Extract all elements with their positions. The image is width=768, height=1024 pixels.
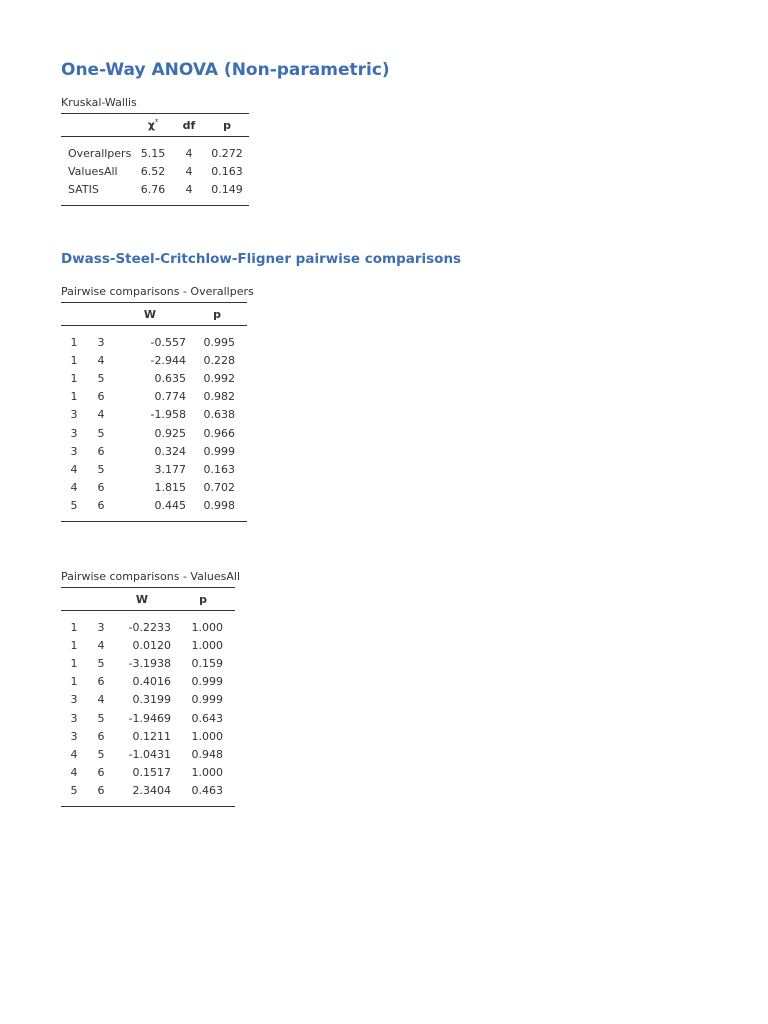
group-b-cell: 3 <box>97 335 105 349</box>
group-b-cell: 6 <box>87 497 113 522</box>
group-b-cell: 5 <box>97 711 105 725</box>
kruskal-wallis-table <box>61 113 249 206</box>
group-a-cell: 1 <box>70 620 78 634</box>
variable-name-cell: Overallpers <box>68 146 132 160</box>
group-b-cell: 6 <box>97 729 105 743</box>
group-b-cell: 5 <box>97 462 105 476</box>
table-row <box>61 636 235 654</box>
group-a-cell: 1 <box>70 353 78 367</box>
group-b-cell: 4 <box>97 693 105 707</box>
w-statistic-cell: 0.0120 <box>132 638 171 652</box>
table-row <box>61 654 235 672</box>
group-b-cell: 4 <box>97 638 105 652</box>
group-b-cell: 6 <box>97 481 105 495</box>
table-row <box>61 388 247 406</box>
chi-squared-cell: 5.15 <box>140 146 166 160</box>
pairwise-valuesall-table <box>61 587 235 807</box>
w-statistic-cell: 0.925 <box>154 426 186 440</box>
group-a-cell: 3 <box>70 693 78 707</box>
group-a-cell: 1 <box>70 390 78 404</box>
kruskal-wallis-block <box>61 96 249 206</box>
table-header-row <box>61 588 235 611</box>
header-df: df <box>173 114 205 137</box>
group-a-cell: 3 <box>70 729 78 743</box>
pairwise-overallpers-table <box>61 302 247 522</box>
w-statistic-cell: 0.3199 <box>132 693 171 707</box>
chi-squared-cell: 6.52 <box>140 164 166 178</box>
p-value-cell: 0.228 <box>203 353 235 367</box>
table-row <box>61 424 247 442</box>
kruskal-wallis-body <box>61 137 249 206</box>
header-w: W <box>113 588 171 611</box>
pairwise-section-title: Dwass-Steel-Critchlow-Fligner pairwise comparisons <box>61 251 462 267</box>
group-a-cell: 1 <box>70 335 78 349</box>
w-statistic-cell: 0.324 <box>154 444 186 458</box>
p-value-cell: 0.995 <box>203 335 235 349</box>
pairwise-valuesall-caption: Pairwise comparisons - ValuesAll <box>61 570 241 583</box>
header-p: p <box>187 303 247 326</box>
w-statistic-cell: -0.557 <box>150 335 186 349</box>
p-value-cell: 1.000 <box>191 729 223 743</box>
group-a-cell: 1 <box>70 656 78 670</box>
table-row <box>61 442 247 460</box>
df-cell: 4 <box>185 146 193 160</box>
group-b-cell: 4 <box>97 353 105 367</box>
pairwise-overallpers-caption: Pairwise comparisons - Overallpers <box>61 285 254 298</box>
w-statistic-cell: 0.635 <box>154 371 186 385</box>
p-value-cell: 0.163 <box>211 164 243 178</box>
header-empty <box>61 114 133 137</box>
p-value-cell: 0.159 <box>191 656 223 670</box>
p-value-cell: 0.149 <box>205 180 249 205</box>
table-row <box>61 351 247 369</box>
p-value-cell: 0.948 <box>191 747 223 761</box>
w-statistic-cell: -3.1938 <box>128 656 171 670</box>
p-value-cell: 0.998 <box>187 497 247 522</box>
w-statistic-cell: 0.774 <box>154 390 186 404</box>
group-a-cell: 4 <box>70 766 78 780</box>
table-row <box>61 497 247 522</box>
header-p: p <box>171 588 235 611</box>
header-empty <box>61 588 87 611</box>
table-row <box>61 137 249 163</box>
group-a-cell: 1 <box>70 675 78 689</box>
page-title: One-Way ANOVA (Non-parametric) <box>61 60 390 80</box>
p-value-cell: 0.702 <box>203 481 235 495</box>
group-a-cell: 1 <box>70 371 78 385</box>
w-statistic-cell: -1.9469 <box>128 711 171 725</box>
table-row <box>61 479 247 497</box>
group-b-cell: 5 <box>97 426 105 440</box>
p-value-cell: 1.000 <box>191 638 223 652</box>
p-value-cell: 0.966 <box>203 426 235 440</box>
header-chi-squared: $\chi^{^2}$ <box>133 114 173 137</box>
group-b-cell: 3 <box>97 620 105 634</box>
table-row <box>61 180 249 205</box>
w-statistic-cell: -2.944 <box>150 353 186 367</box>
p-value-cell: 0.163 <box>203 462 235 476</box>
p-value-cell: 0.992 <box>203 371 235 385</box>
pairwise-overallpers-body <box>61 326 247 522</box>
variable-name-cell: SATIS <box>61 180 133 205</box>
group-a-cell: 3 <box>70 408 78 422</box>
group-a-cell: 3 <box>70 444 78 458</box>
w-statistic-cell: -1.958 <box>150 408 186 422</box>
group-a-cell: 3 <box>70 426 78 440</box>
header-w: W <box>113 303 187 326</box>
w-statistic-cell: 3.177 <box>154 462 186 476</box>
group-b-cell: 6 <box>97 766 105 780</box>
table-row <box>61 162 249 180</box>
header-empty <box>87 588 113 611</box>
table-row <box>61 326 247 352</box>
table-row <box>61 460 247 478</box>
p-value-cell: 0.463 <box>171 782 235 807</box>
w-statistic-cell: -0.2233 <box>128 620 171 634</box>
header-empty <box>87 303 113 326</box>
group-b-cell: 4 <box>97 408 105 422</box>
w-statistic-cell: 0.1211 <box>132 729 171 743</box>
group-a-cell: 4 <box>70 481 78 495</box>
pairwise-overallpers-block <box>61 285 254 522</box>
table-row <box>61 709 235 727</box>
table-row <box>61 406 247 424</box>
group-b-cell: 6 <box>97 444 105 458</box>
table-row <box>61 691 235 709</box>
p-value-cell: 0.999 <box>191 675 223 689</box>
df-cell: 4 <box>185 164 193 178</box>
table-row <box>61 673 235 691</box>
group-b-cell: 6 <box>97 675 105 689</box>
table-row <box>61 611 235 637</box>
kruskal-wallis-caption: Kruskal-Wallis <box>61 96 137 109</box>
w-statistic-cell: 0.1517 <box>132 766 171 780</box>
table-header-row <box>61 303 247 326</box>
table-row <box>61 745 235 763</box>
p-value-cell: 1.000 <box>191 766 223 780</box>
table-row <box>61 782 235 807</box>
df-cell: 4 <box>173 180 205 205</box>
pairwise-valuesall-block <box>61 570 240 807</box>
group-a-cell: 5 <box>61 782 87 807</box>
p-value-cell: 0.999 <box>203 444 235 458</box>
chi-squared-cell: 6.76 <box>133 180 173 205</box>
w-statistic-cell: -1.0431 <box>128 747 171 761</box>
p-value-cell: 1.000 <box>191 620 223 634</box>
group-b-cell: 6 <box>97 390 105 404</box>
variable-name-cell: ValuesAll <box>68 164 118 178</box>
group-a-cell: 5 <box>61 497 87 522</box>
header-empty <box>61 303 87 326</box>
p-value-cell: 0.982 <box>203 390 235 404</box>
table-row <box>61 727 235 745</box>
table-row <box>61 369 247 387</box>
group-a-cell: 1 <box>70 638 78 652</box>
group-b-cell: 5 <box>97 656 105 670</box>
p-value-cell: 0.272 <box>211 146 243 160</box>
group-a-cell: 3 <box>70 711 78 725</box>
w-statistic-cell: 0.445 <box>113 497 187 522</box>
w-statistic-cell: 0.4016 <box>132 675 171 689</box>
group-b-cell: 5 <box>97 747 105 761</box>
w-statistic-cell: 1.815 <box>154 481 186 495</box>
header-p: p <box>205 114 249 137</box>
group-b-cell: 6 <box>87 782 113 807</box>
table-row <box>61 764 235 782</box>
p-value-cell: 0.643 <box>191 711 223 725</box>
group-a-cell: 4 <box>70 462 78 476</box>
group-a-cell: 4 <box>70 747 78 761</box>
table-header-row <box>61 114 249 137</box>
w-statistic-cell: 2.3404 <box>113 782 171 807</box>
group-b-cell: 5 <box>97 371 105 385</box>
p-value-cell: 0.999 <box>191 693 223 707</box>
p-value-cell: 0.638 <box>203 408 235 422</box>
pairwise-valuesall-body <box>61 611 235 807</box>
